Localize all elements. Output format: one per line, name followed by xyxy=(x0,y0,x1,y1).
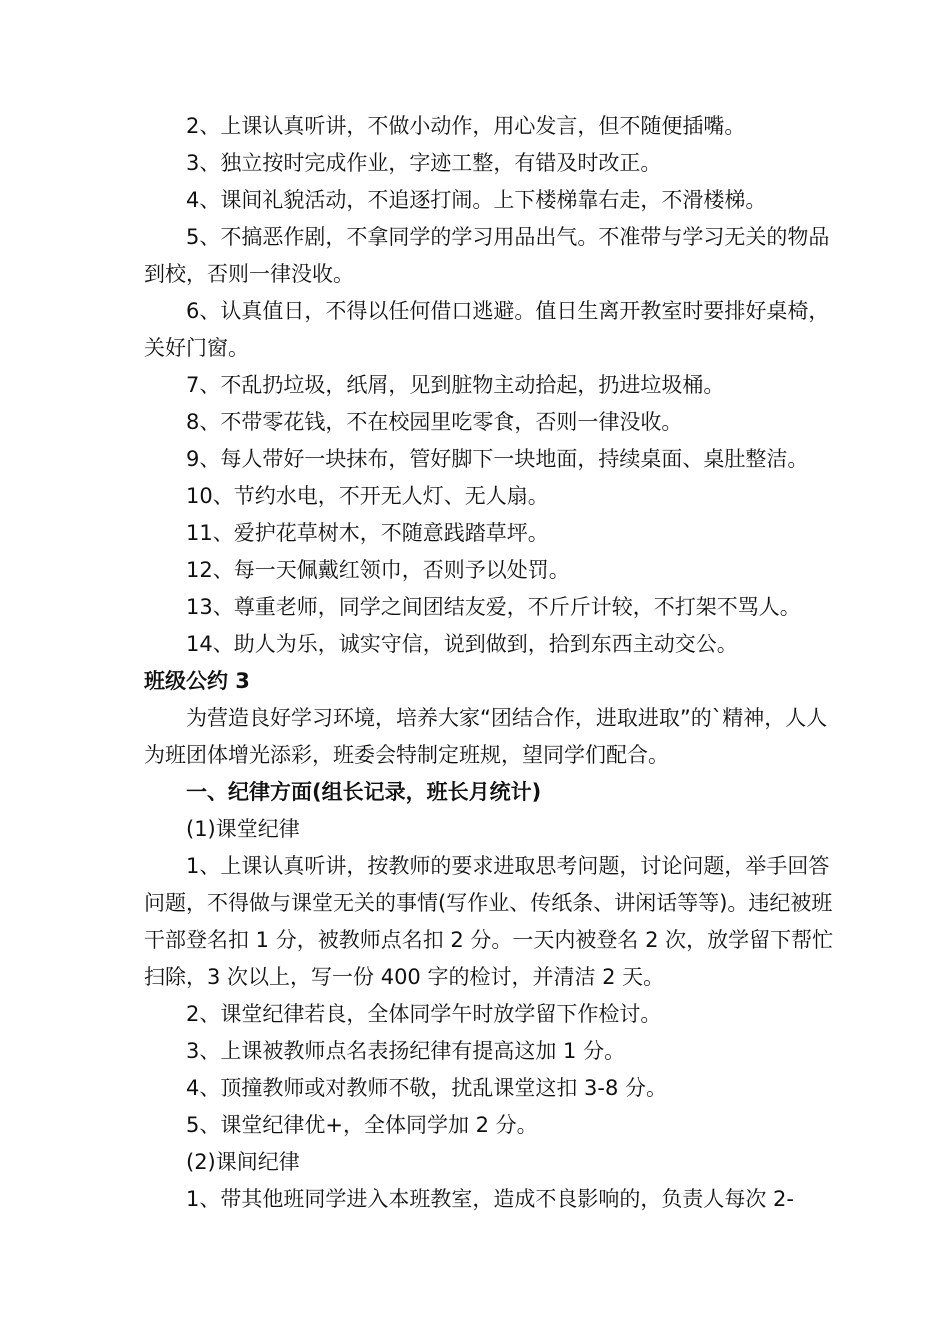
classroom-rule-5: 5、课堂纪律优+，全体同学加 2 分。 xyxy=(186,1113,538,1137)
paragraph-rule-7: 7、不乱扔垃圾，纸屑，见到脏物主动拾起，扔进垃圾桶。 xyxy=(186,373,725,397)
paragraph-rule-14: 14、助人为乐，诚实守信，说到做到，拾到东西主动交公。 xyxy=(186,632,738,656)
discipline-section-title: 一、纪律方面(组长记录，班长月统计) xyxy=(186,780,542,804)
document-body xyxy=(144,108,834,1218)
classroom-discipline-title: (1)课堂纪律 xyxy=(186,817,300,841)
classroom-rule-3: 3、上课被教师点名表扬纪律有提高这加 1 分。 xyxy=(186,1039,626,1063)
paragraph-rule-10: 10、节约水电，不开无人灯、无人扇。 xyxy=(186,484,549,508)
paragraph-rule-6: 6、认真值日，不得以任何借口逃避。值日生离开教室时要排好桌椅，关好门窗。 xyxy=(144,299,830,360)
recess-discipline-title: (2)课间纪律 xyxy=(186,1150,300,1174)
paragraph-rule-5: 5、不搞恶作剧，不拿同学的学习用品出气。不准带与学习无关的物品到校，否则一律没收。 xyxy=(144,225,830,286)
section-heading: 班级公约 3 xyxy=(144,669,250,693)
paragraph-rule-2: 2、上课认真听讲，不做小动作，用心发言，但不随便插嘴。 xyxy=(186,114,746,138)
paragraph-rule-8: 8、不带零花钱，不在校园里吃零食，否则一律没收。 xyxy=(186,410,683,434)
paragraph-rule-3: 3、独立按时完成作业，字迹工整，有错及时改正。 xyxy=(186,151,662,175)
paragraph-rule-4: 4、课间礼貌活动，不追逐打闹。上下楼梯靠右走，不滑楼梯。 xyxy=(186,188,767,212)
classroom-rule-1: 1、上课认真听讲，按教师的要求进取思考问题，讨论问题，举手回答问题，不得做与课堂无关的事情(写作业、传纸条、讲闲话等等)。违纪被班干部登名扣 1 分，被教师点名扣 2 分。一天内被登名 2 次，放学留下帮忙扫除，3 次以上，写一份 400 字的检讨，并清洁 2 天。 xyxy=(144,854,834,989)
intro-paragraph: 为营造良好学习环境，培养大家“团结合作，进取进取”的`精神，人人为班团体增光添彩，班委会特制定班规，望同学们配合。 xyxy=(144,706,828,767)
paragraph-rule-13: 13、尊重老师，同学之间团结友爱，不斤斤计较，不打架不骂人。 xyxy=(186,595,801,619)
classroom-rule-4: 4、顶撞教师或对教师不敬，扰乱课堂这扣 3-8 分。 xyxy=(186,1076,668,1100)
paragraph-rule-9: 9、每人带好一块抹布，管好脚下一块地面，持续桌面、桌肚整洁。 xyxy=(186,447,809,471)
recess-rule-1: 1、带其他班同学进入本班教室，造成不良影响的，负责人每次 2- xyxy=(186,1187,794,1211)
paragraph-rule-11: 11、爱护花草树木，不随意践踏草坪。 xyxy=(186,521,549,545)
paragraph-rule-12: 12、每一天佩戴红领巾，否则予以处罚。 xyxy=(186,558,570,582)
classroom-rule-2: 2、课堂纪律若良，全体同学午时放学留下作检讨。 xyxy=(186,1002,662,1026)
